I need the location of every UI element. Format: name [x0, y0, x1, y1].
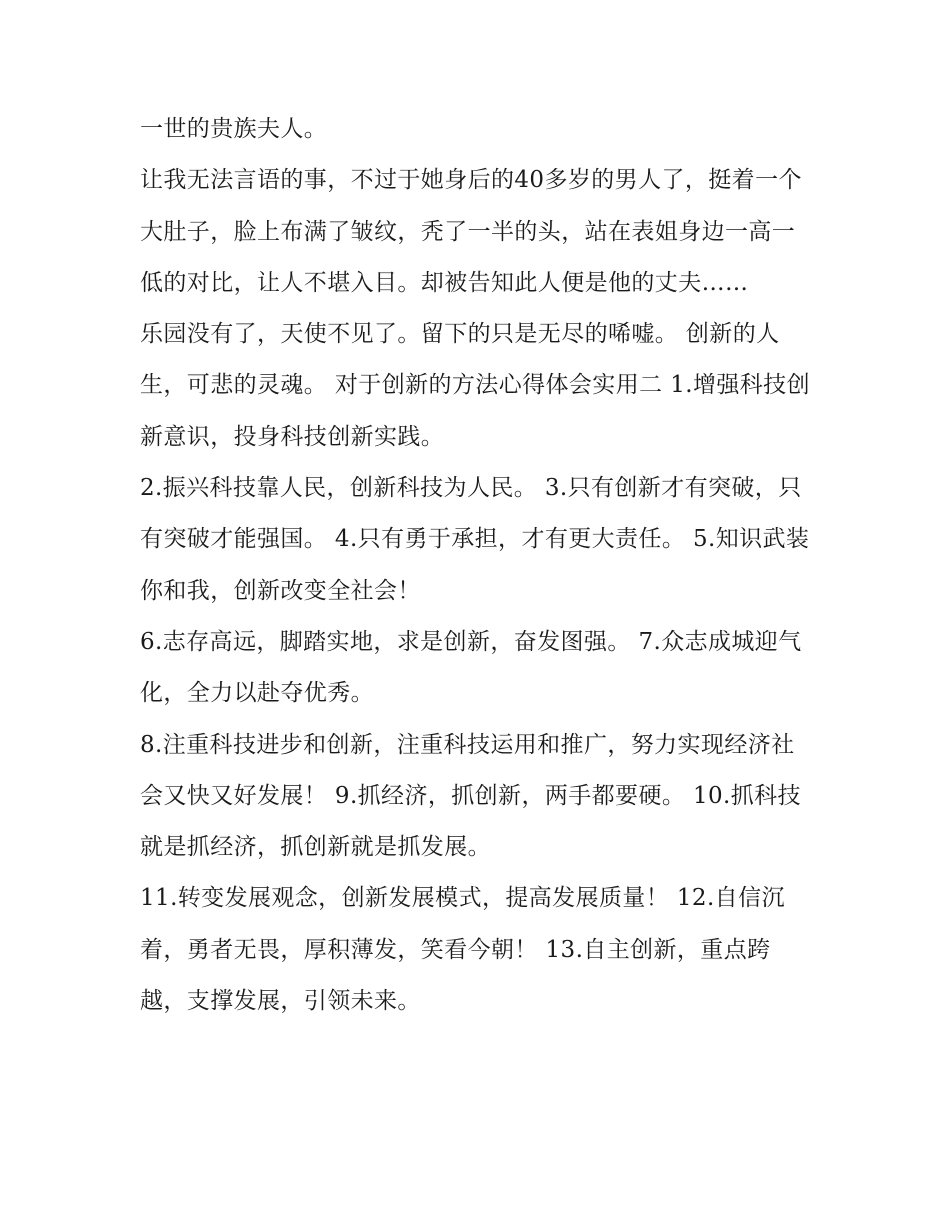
paragraph: 乐园没有了，天使不见了。留下的只是无尽的唏嘘。 创新的人生，可悲的灵魂。 对于创新的方法心得体会实用二 1.增强科技创新意识，投身科技创新实践。 — [140, 321, 810, 450]
paragraph: 让我无法言语的事，不过于她身后的40多岁的男人了，挺着一个大肚子，脸上布满了皱纹，秃了一半的头，站在表姐身边一高一低的对比，让人不堪入目。却被告知此人便是他的丈夫…… — [140, 167, 802, 296]
paragraph: 8.注重科技进步和创新，注重科技运用和推广，努力实现经济社会又快又好发展！ 9.抓经济，抓创新，两手都要硬。 10.抓科技就是抓经济，抓创新就是抓发展。 — [140, 731, 801, 861]
paragraph: 一世的贵族夫人。 — [140, 116, 328, 142]
paragraph: 2.振兴科技靠人民，创新科技为人民。 3.只有创新才有突破，只有突破才能强国。 4.只有勇于承担，才有更大责任。 5.知识武装你和我，创新改变全社会！ — [140, 475, 810, 604]
paragraph: 11.转变发展观念，创新发展模式，提高发展质量！ 12.自信沉着，勇者无畏，厚积薄发，笑看今朝！ 13.自主创新，重点跨越，支撑发展，引领未来。 — [140, 885, 785, 1015]
paragraph: 6.志存高远，脚踏实地，求是创新，奋发图强。 7.众志成城迎气化，全力以赴夺优秀。 — [140, 628, 802, 707]
document-body — [140, 104, 812, 1027]
